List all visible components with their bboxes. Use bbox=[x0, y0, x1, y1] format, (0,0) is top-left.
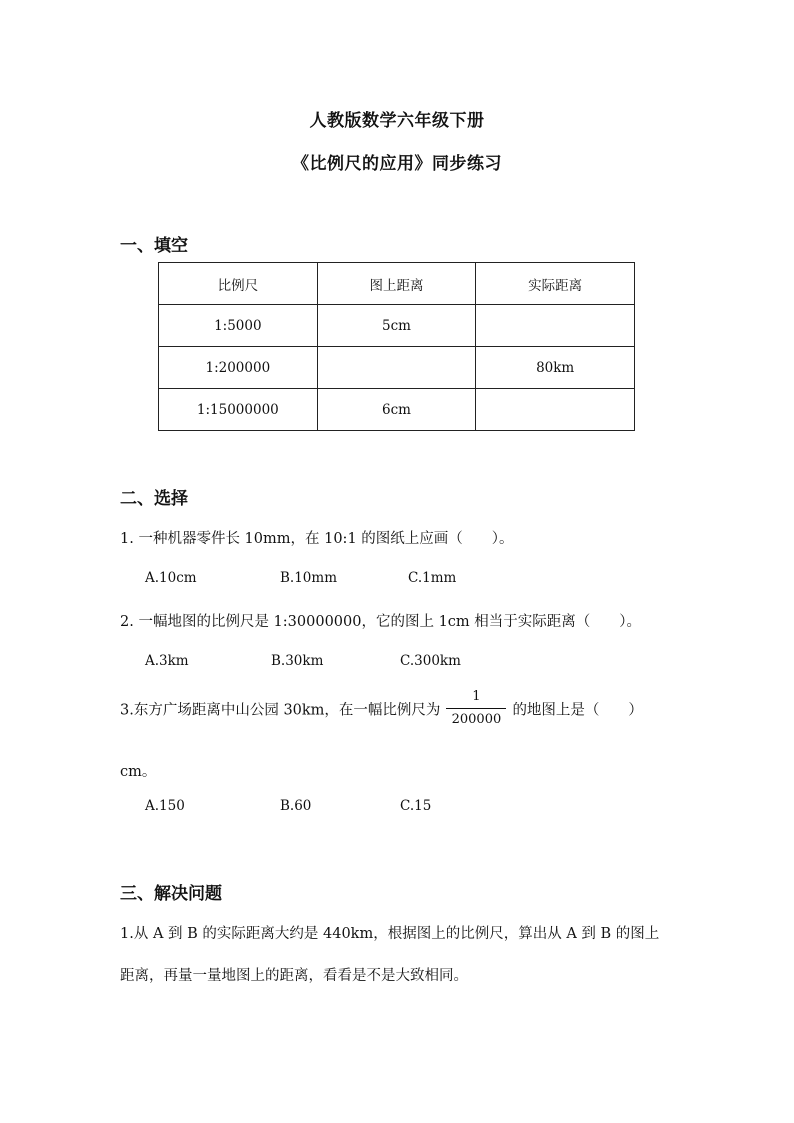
section-heading-choice: 二、选择 bbox=[120, 489, 188, 509]
fraction-denominator: 200000 bbox=[451, 712, 502, 727]
answer-option: C.300km bbox=[400, 653, 461, 669]
section-heading-problem-solving: 三、解决问题 bbox=[120, 884, 222, 904]
answer-option: C.1mm bbox=[408, 570, 457, 586]
table-header-row bbox=[159, 263, 635, 305]
question-text-continued: 距离，再量一量地图上的距离，看看是不是大致相同。 bbox=[120, 968, 468, 984]
table-cell: 6cm bbox=[317, 389, 476, 431]
answer-option: B.60 bbox=[280, 798, 312, 814]
table-row bbox=[159, 389, 635, 431]
scale-table bbox=[158, 262, 635, 431]
question-text: 2. 一幅地图的比例尺是 1:30000000，它的图上 1cm 相当于实际距离（ ）。 bbox=[120, 614, 642, 630]
section-heading-fill-blank: 一、填空 bbox=[120, 236, 188, 256]
question-text: 3.东方广场距离中山公园 30km，在一幅比例尺为 bbox=[120, 702, 441, 719]
question-text-continued: cm。 bbox=[120, 764, 157, 780]
table-cell: 5cm bbox=[317, 305, 476, 347]
table-cell-blank bbox=[317, 347, 476, 389]
table-cell: 1:15000000 bbox=[159, 389, 318, 431]
table-cell-blank bbox=[476, 305, 635, 347]
question-with-fraction bbox=[120, 690, 643, 731]
fraction-numerator: 1 bbox=[472, 689, 481, 704]
question-text: 1. 一种机器零件长 10mm，在 10:1 的图纸上应画（ ）。 bbox=[120, 531, 514, 547]
table-cell: 1:5000 bbox=[159, 305, 318, 347]
table-header-cell: 比例尺 bbox=[159, 263, 318, 305]
table-row bbox=[159, 347, 635, 389]
question-text: 1.从 A 到 B 的实际距离大约是 440km，根据图上的比例尺，算出从 A 到 B 的图上 bbox=[120, 926, 660, 942]
answer-option: A.10cm bbox=[145, 570, 197, 586]
scale-fraction bbox=[446, 688, 506, 729]
document-title: 人教版数学六年级下册 bbox=[309, 111, 485, 131]
answer-option: B.10mm bbox=[280, 570, 337, 586]
document-subtitle: 《比例尺的应用》同步练习 bbox=[292, 154, 502, 174]
answer-option: B.30km bbox=[271, 653, 324, 669]
table-header-cell: 图上距离 bbox=[317, 263, 476, 305]
table-cell-blank bbox=[476, 389, 635, 431]
answer-option: A.3km bbox=[145, 653, 189, 669]
table-row bbox=[159, 305, 635, 347]
answer-option: C.15 bbox=[400, 798, 432, 814]
table-cell: 80km bbox=[476, 347, 635, 389]
answer-option: A.150 bbox=[145, 798, 185, 814]
table-header-cell: 实际距离 bbox=[476, 263, 635, 305]
table-cell: 1:200000 bbox=[159, 347, 318, 389]
fraction-bar bbox=[446, 708, 506, 709]
question-text: 的地图上是（ ） bbox=[512, 702, 643, 719]
